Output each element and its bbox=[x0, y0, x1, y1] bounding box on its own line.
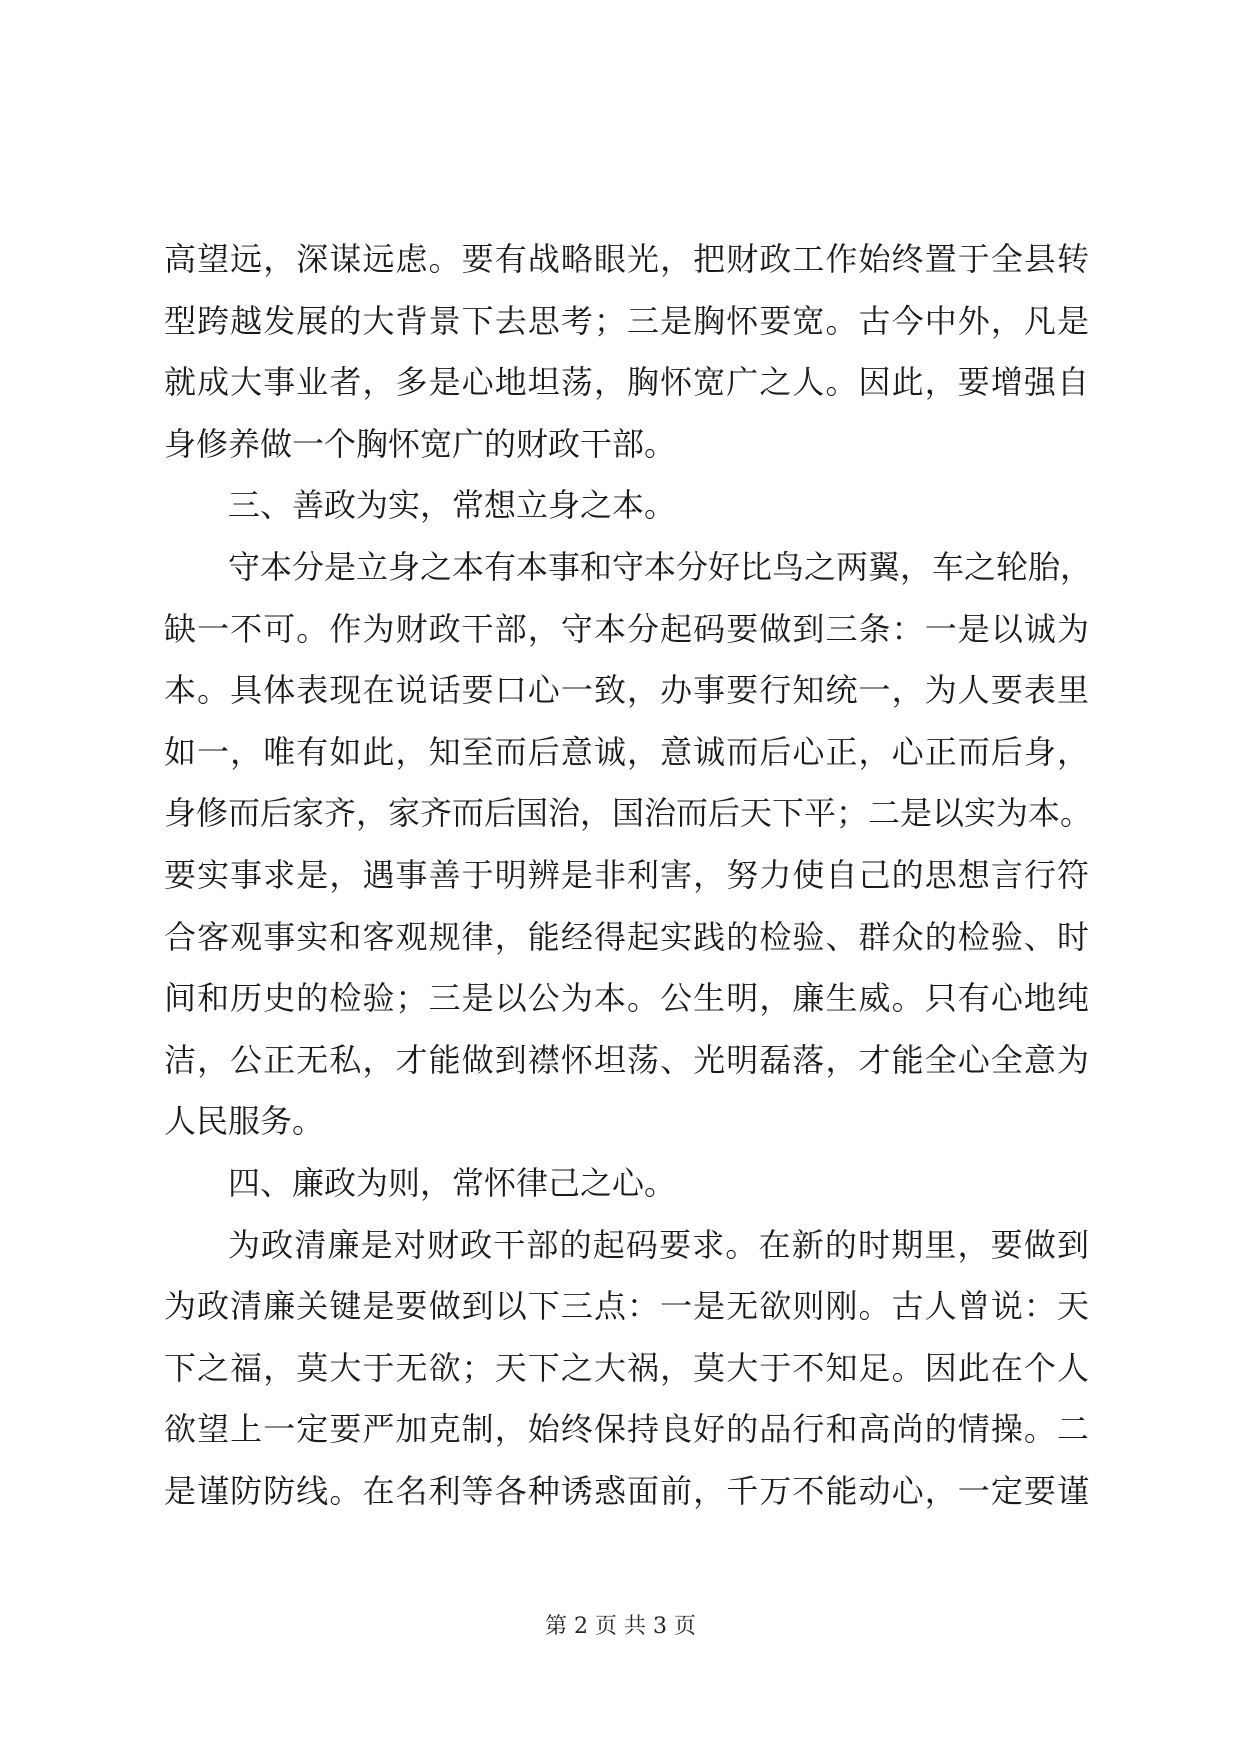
text-line: 身修而后家齐，家齐而后国治，国治而后天下平；二是以实为本。 bbox=[164, 794, 1093, 833]
text-line: 如一，唯有如此，知至而后意诚，意诚而后心正，心正而后身， bbox=[164, 732, 1089, 771]
text-line: 高望远，深谋远虑。要有战略眼光，把财政工作始终置于全县转 bbox=[164, 240, 1089, 278]
text-line: 合客观事实和客观规律，能经得起实践的检验、群众的检验、时 bbox=[164, 917, 1089, 956]
text-line: 间和历史的检验；三是以公为本。公生明，廉生威。只有心地纯 bbox=[164, 979, 1089, 1018]
text-line: 型跨越发展的大背景下去思考；三是胸怀要宽。古今中外，凡是 bbox=[164, 301, 1089, 340]
text-line: 就成大事业者，多是心地坦荡，胸怀宽广之人。因此，要增强自 bbox=[164, 363, 1089, 402]
text-line: 四、廉政为则，常怀律己之心。 bbox=[228, 1163, 677, 1202]
text-line: 守本分是立身之本有本事和守本分好比鸟之两翼，车之轮胎， bbox=[228, 547, 1093, 586]
page-footer bbox=[0, 1612, 1241, 1642]
text-line: 人民服务。 bbox=[164, 1102, 325, 1141]
page-number-label: 第 2 页 共 3 页 bbox=[545, 1614, 696, 1639]
text-line: 要实事求是，遇事善于明辨是非利害，努力使自己的思想言行符 bbox=[164, 855, 1089, 894]
document-body bbox=[164, 229, 1093, 1522]
text-line: 身修养做一个胸怀宽广的财政干部。 bbox=[164, 424, 677, 463]
text-line: 为政清廉关键是要做到以下三点：一是无欲则刚。古人曾说：天 bbox=[164, 1287, 1089, 1326]
text-line: 缺一不可。作为财政干部，守本分起码要做到三条：一是以诚为 bbox=[164, 609, 1089, 648]
text-line: 下之福，莫大于无欲；天下之大祸，莫大于不知足。因此在个人 bbox=[164, 1348, 1089, 1387]
text-line: 本。具体表现在说话要口心一致，办事要行知统一，为人要表里 bbox=[164, 671, 1089, 710]
text-line: 洁，公正无私，才能做到襟怀坦荡、光明磊落，才能全心全意为 bbox=[164, 1040, 1089, 1079]
text-line: 为政清廉是对财政干部的起码要求。在新的时期里，要做到 bbox=[228, 1225, 1089, 1264]
text-line: 是谨防防线。在名利等各种诱惑面前，千万不能动心，一定要谨 bbox=[164, 1471, 1089, 1510]
text-line: 欲望上一定要严加克制，始终保持良好的品行和高尚的情操。二 bbox=[164, 1410, 1089, 1449]
text-line: 三、善政为实，常想立身之本。 bbox=[228, 486, 677, 525]
